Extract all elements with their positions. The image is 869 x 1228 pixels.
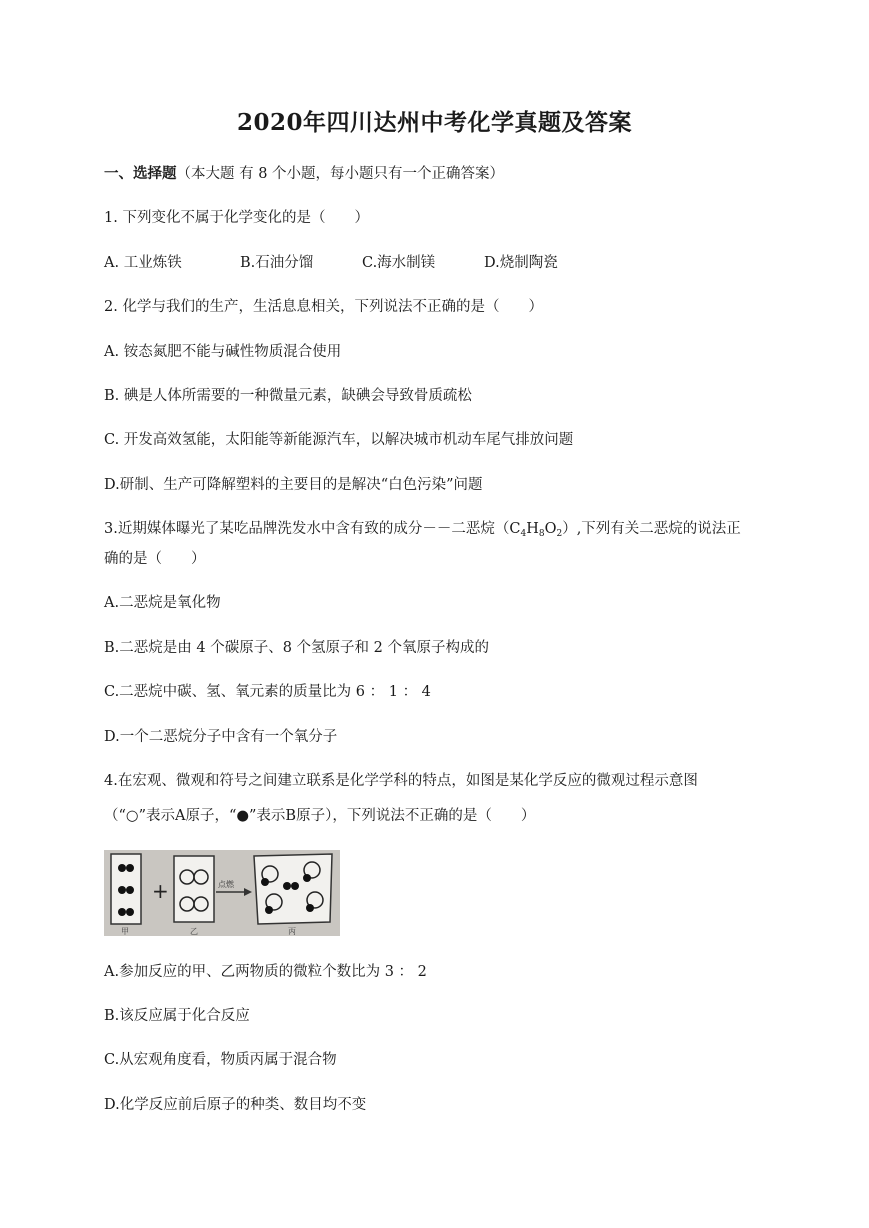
question-3-stem-text: 3.近期媒体曝光了某吃品牌洗发水中含有致的成分－－二恶烷（ (104, 521, 510, 537)
formula-element-c: C (509, 521, 521, 537)
question-4-option-d: D.化学反应前后原子的种类、数目均不变 (104, 1097, 367, 1113)
question-2-stem: 2. 化学与我们的生产，生活息息相关，下列说法不正确的是（ ） (104, 299, 543, 315)
box-yi (174, 856, 214, 922)
formula-subscript-o: 2 (556, 529, 563, 539)
label-yi: 乙 (190, 927, 198, 936)
label-bing: 丙 (288, 927, 296, 936)
formula-element-o: O (544, 521, 557, 537)
reaction-condition: 点燃 (218, 880, 234, 889)
formula-element-h: H (526, 521, 539, 537)
question-2-option-a: A. 铵态氮肥不能与碱性物质混合使用 (104, 344, 342, 360)
box-jia (111, 854, 141, 924)
question-4-option-a: A.参加反应的甲、乙两物质的微粒个数比为 3 ： 2 (104, 964, 427, 980)
question-1-option-a: A. 工业炼铁 (104, 255, 182, 271)
question-3-stem (104, 519, 741, 544)
label-jia: 甲 (121, 927, 129, 936)
question-3-option-b: B.二恶烷是由 4 个碳原子、8 个氢原子和 2 个氧原子构成的 (104, 640, 489, 656)
question-3-option-c: C.二恶烷中碳、氢、氧元素的质量比为 6 ： 1 ： 4 (104, 684, 431, 700)
question-4-stem: 4.在宏观、微观和符号之间建立联系是化学学科的特点，如图是某化学反应的微观过程示意图 (104, 773, 698, 789)
reaction-diagram (104, 850, 340, 936)
reaction-arrow-head (244, 888, 252, 896)
section-heading (104, 164, 504, 184)
question-1-option-d: D.烧制陶瓷 (484, 255, 558, 271)
formula-subscript-c: 4 (520, 529, 527, 539)
section-heading-note: （本大题 有 8 个小题，每小题只有一个正确答案） (176, 166, 505, 182)
question-4-stem-line2: （“○”表示A原子，“●”表示B原子），下列说法不正确的是（ ） (104, 808, 536, 824)
formula-subscript-h: 8 (538, 529, 545, 539)
question-2-option-b: B. 碘是人体所需要的一种微量元素，缺碘会导致骨质疏松 (104, 388, 472, 404)
question-3-stem-line2: 确的是（ ） (104, 551, 206, 567)
document-title: 2020年四川达州中考化学真题及答案 (236, 109, 632, 136)
plus-sign: + (152, 879, 169, 903)
question-2-option-c: C. 开发高效氢能，太阳能等新能源汽车，以解决城市机动车尾气排放问题 (104, 432, 574, 448)
question-4-option-b: B.该反应属于化合反应 (104, 1008, 250, 1024)
section-heading-label: 一、选择题 (104, 165, 177, 182)
question-1-option-c: C.海水制镁 (362, 255, 436, 271)
question-3-option-d: D.一个二恶烷分子中含有一个氧分子 (104, 729, 338, 745)
question-3-option-a: A.二恶烷是氧化物 (104, 595, 221, 611)
question-1-stem: 1. 下列变化不属于化学变化的是（ ） (104, 210, 369, 226)
question-4-option-c: C.从宏观角度看，物质丙属于混合物 (104, 1052, 337, 1068)
question-3-stem-text-end: ）,下列有关二恶烷的说法正 (562, 521, 741, 537)
question-1-options (104, 253, 558, 273)
chemical-formula (509, 521, 562, 537)
question-1-option-b: B.石油分馏 (240, 255, 314, 271)
question-2-option-d: D.研制、生产可降解塑料的主要目的是解决“白色污染”问题 (104, 477, 483, 493)
